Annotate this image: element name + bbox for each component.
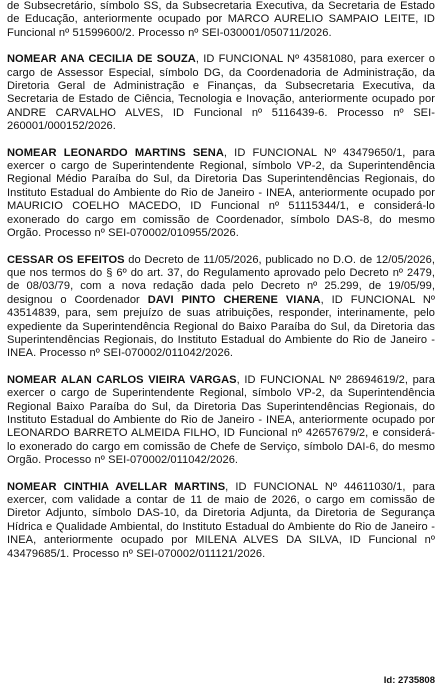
- act-lead: NOMEAR LEONARDO MARTINS SENA: [7, 146, 224, 159]
- act-paragraph-4: [7, 254, 435, 361]
- act-text: , ID FUNCIONAL Nº 43479650/1, para exercer o cargo de Superintendente Regional, símbolo VP-2, da Superintendência Regional Médio Paraíba do Sul, da Diretoria Das Superintendências Regionais, do Instituto Estadual do Ambiente do Rio de Janeiro - INEA, anteriormente ocupado por MAURICIO COELHO MACEDO, ID Funcional nº 51115344/1, e considerá-lo exonerado do cargo em comissão de Coordenador, símbolo DAS-8, do mesmo Orgão. Processo nº SEI-070002/010955/2026.: [7, 146, 435, 240]
- act-lead: NOMEAR CINTHIA AVELLAR MARTINS: [7, 480, 226, 493]
- act-mid: do Decreto de 11/05/2026, publicado no D.O. de 12/05/2026, que nos termos do § 6º do art. 37, do Regulamento aprovado pelo Decreto nº 2479, de 08/03/79, com a nova redação dada pelo Decreto nº 25.299, de 19/05/99, designou o Coordenador: [7, 253, 435, 306]
- act-text: , ID FUNCIONAL Nº 43581080, para exercer o cargo de Assessor Especial, símbolo DG, da Coordenadoria de Administração, da Diretoria Geral de Administração e Finanças, da Subsecretaria Executiva, da Secretaria de Estado de Ciência, Tecnologia e Inovação, anteriormente ocupado por ANDRE CARVALHO ALVES, ID Funcional nº 5116439-6. Processo nº SEI-260001/000152/2026.: [7, 53, 435, 133]
- act-lead: CESSAR OS EFEITOS: [7, 253, 125, 266]
- act-paragraph-1: [7, 0, 435, 40]
- act-lead: NOMEAR ALAN CARLOS VIEIRA VARGAS: [7, 373, 237, 386]
- document-id-label: Id: 2735808: [383, 675, 435, 686]
- act-text: de Subsecretário, símbolo SS, da Subsecretaria Executiva, da Secretaria de Estado de Educação, anteriormente ocupado por MARCO AURELIO SAMPAIO LEITE, ID Funcional nº 51599600/2. Processo nº SEI-030001/050711/2026.: [7, 0, 435, 39]
- act-text: , ID FUNCIONAL Nº 43514839, para, sem prejuízo de suas atribuições, responder, interinamente, pelo expediente da Superintendência Regional do Baixo Paraíba do Sul, da Diretoria das Superintendências Regionais, do Instituto Estadual do Ambiente do Rio de Janeiro - INEA. Processo nº SEI-070002/011042/2026.: [7, 293, 435, 360]
- act-paragraph-5: [7, 374, 435, 468]
- act-paragraph-6: [7, 481, 435, 561]
- act-paragraph-3: [7, 147, 435, 241]
- act-paragraph-2: [7, 53, 435, 133]
- act-name: DAVI PINTO CHERENE VIANA: [147, 293, 321, 306]
- act-text: , ID FUNCIONAL Nº 44611030/1, para exercer, com validade a contar de 11 de maio de 2026, o cargo em comissão de Diretor Adjunto, símbolo DAS-10, da Diretoria Adjunta, da Diretoria de Segurança Hídrica e Qualidade Ambiental, do Instituto Estadual do Ambiente do Rio de Janeiro - INEA, anteriormente ocupado por MILENA ALVES DA SILVA, ID Funcional nº 43479685/1. Processo nº SEI-070002/011121/2026.: [7, 480, 435, 560]
- act-text: , ID FUNCIONAL Nº 28694619/2, para exercer o cargo de Superintendente Regional, símbolo VP-2, da Superintendência Regional Baixo Paraíba do Sul, da Diretoria Das Superintendências Regionais, do Instituto Estadual do Ambiente do Rio de Janeiro - INEA, anteriormente ocupado por LEONARDO BARRETO ALMEIDA FILHO, ID Funcional nº 42657679/2, e considerá-lo exonerado do cargo em comissão de Chefe de Serviço, símbolo DAI-6, do mesmo Orgão. Processo nº SEI-070002/011042/2026.: [7, 373, 435, 467]
- act-lead: NOMEAR ANA CECILIA DE SOUZA: [7, 53, 196, 66]
